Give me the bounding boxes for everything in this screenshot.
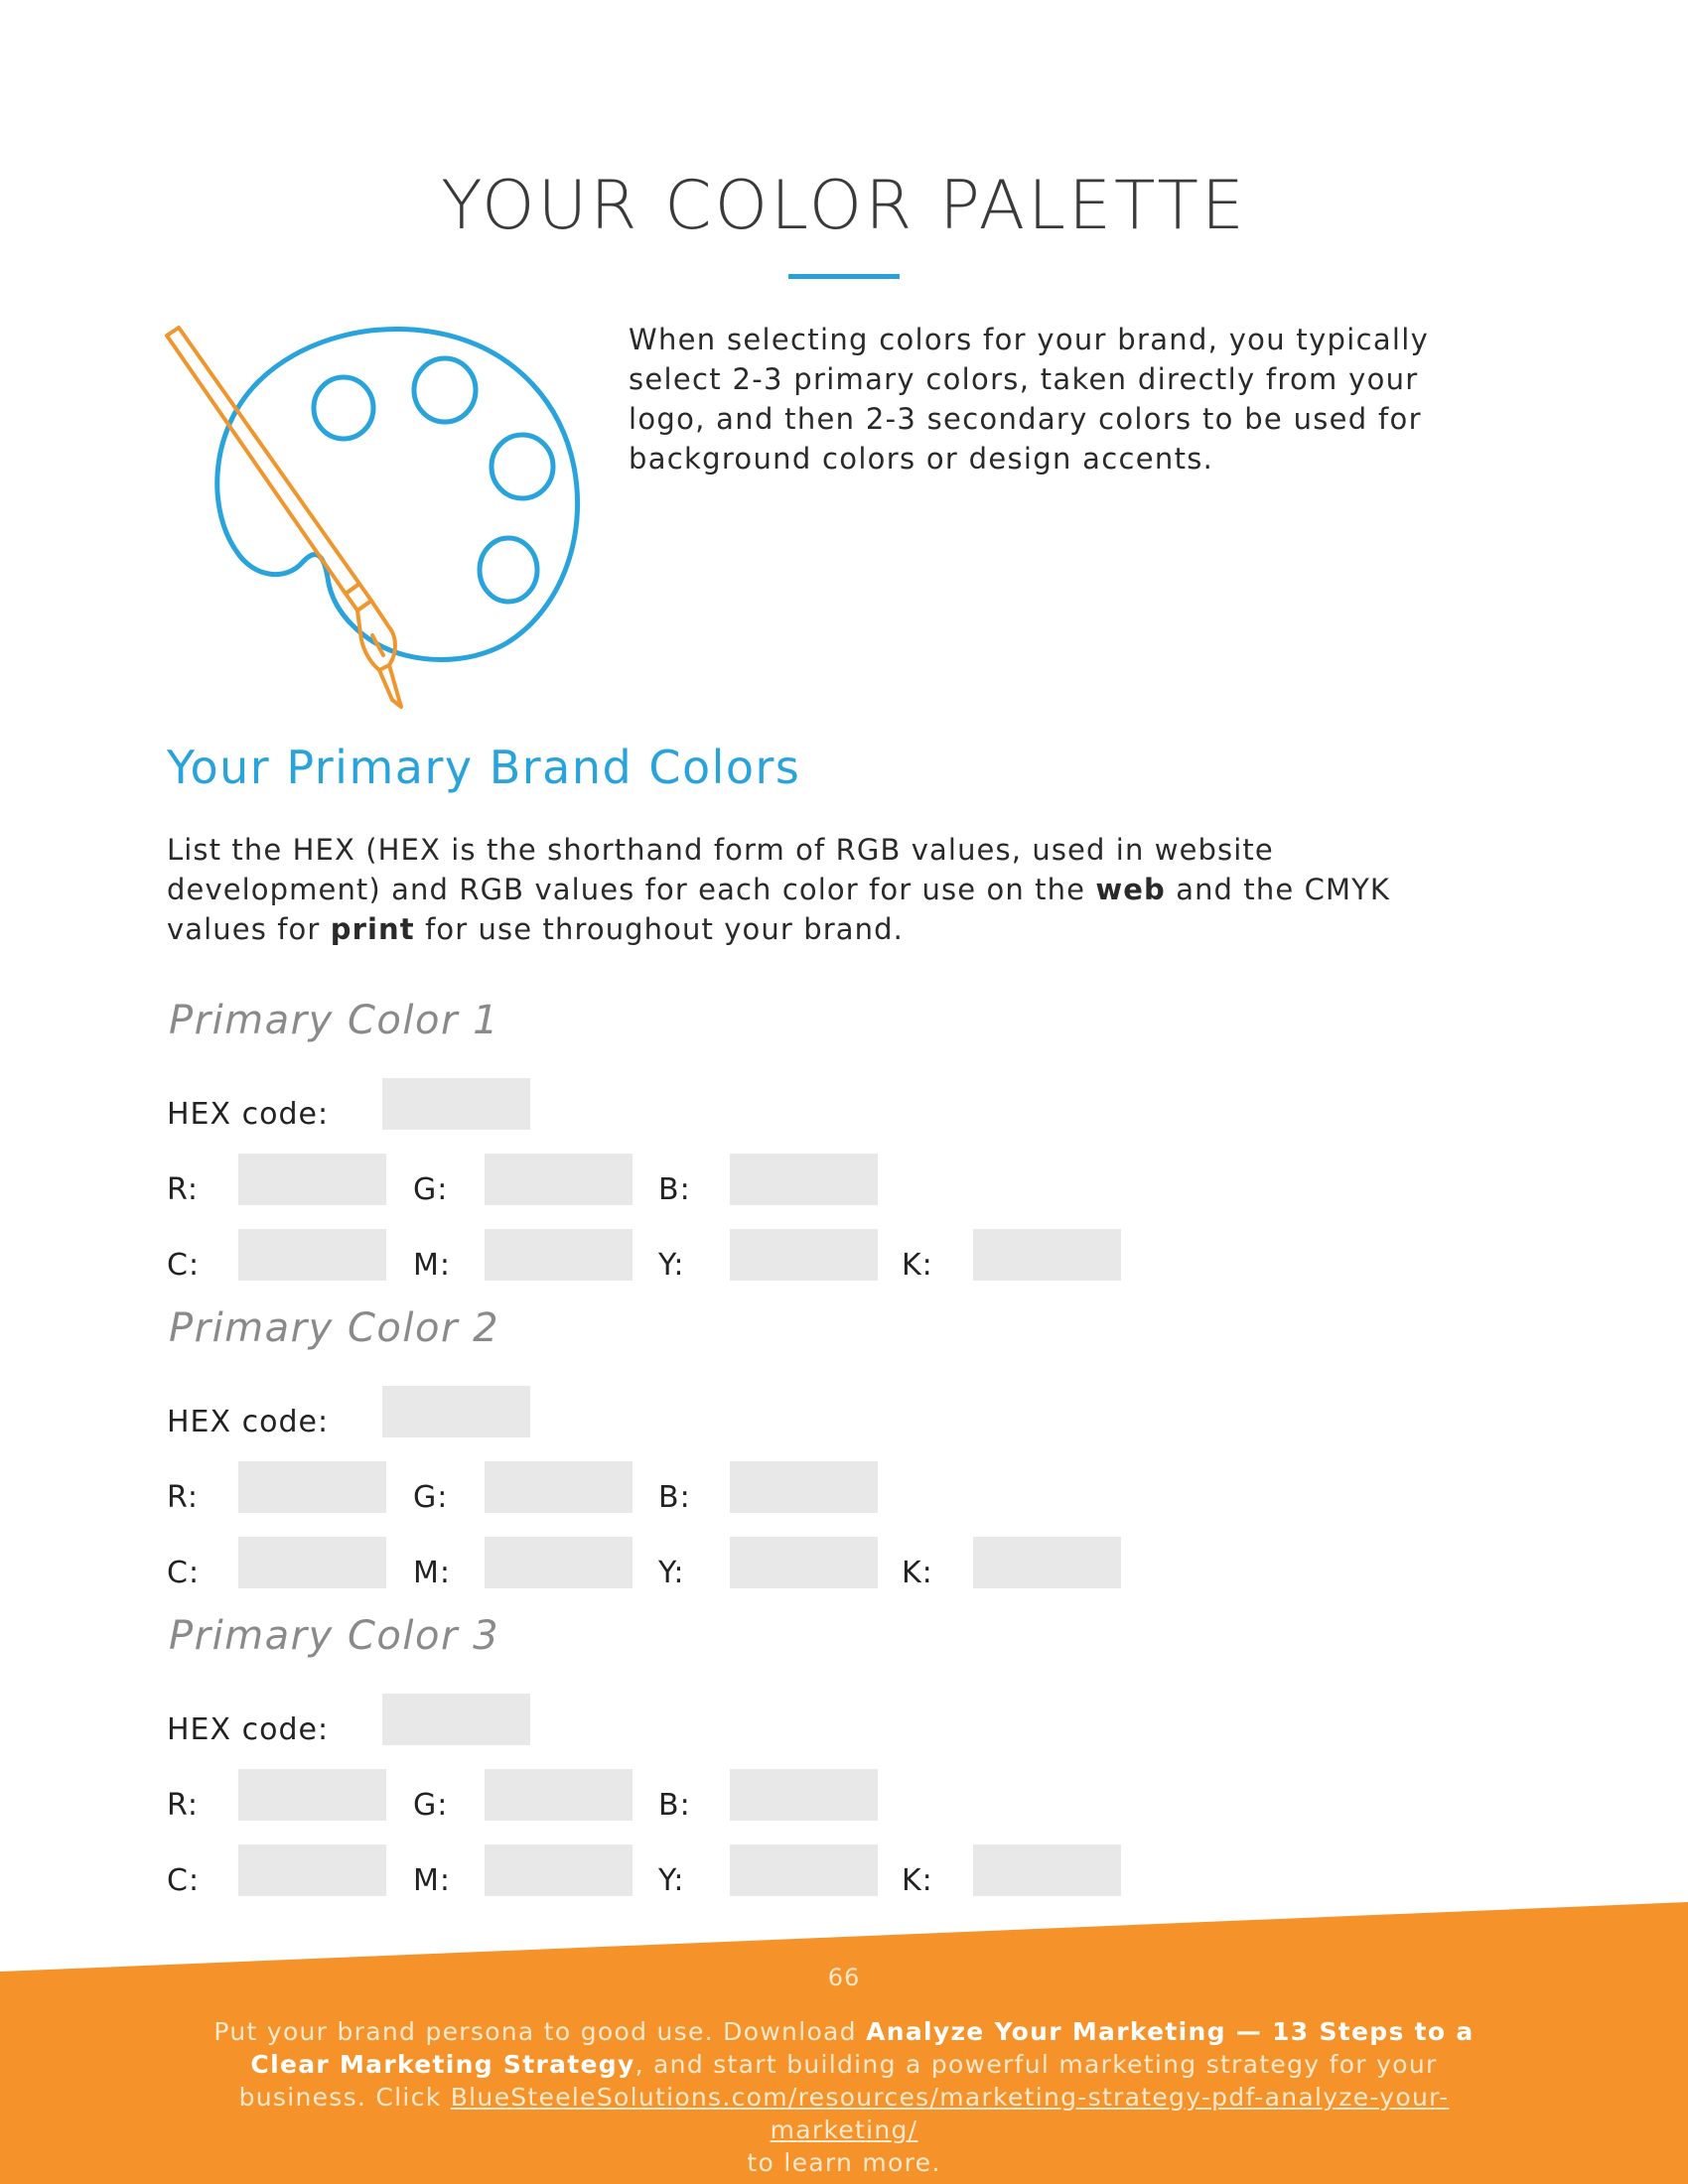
k-label: K: (902, 1556, 933, 1590)
intro-paragraph: When selecting colors for your brand, you typically select 2-3 primary colors, taken directly from your logo, and then 2-3 secondary colors to be used for background colors or design accents. (629, 323, 1430, 476)
r-input[interactable] (238, 1769, 386, 1821)
page-number: 66 (827, 1964, 861, 1991)
y-input[interactable] (730, 1229, 878, 1281)
r-label: R: (167, 1480, 200, 1515)
primary-color-block (0, 1613, 1688, 1921)
b-input[interactable] (730, 1154, 878, 1205)
hex-input[interactable] (382, 1694, 530, 1745)
section-description: List the HEX (HEX is the shorthand form of RGB values, used in website development) and RGB values for each color for use on the web and the CMYK values for print for use throughout your brand. (167, 833, 1390, 946)
b-input[interactable] (730, 1461, 878, 1513)
hex-label: HEX code: (167, 1097, 330, 1132)
c-label: C: (167, 1863, 201, 1898)
page-title: YOUR COLOR PALETTE (441, 167, 1247, 245)
k-label: K: (902, 1248, 933, 1283)
r-label: R: (167, 1788, 200, 1823)
r-input[interactable] (238, 1461, 386, 1513)
m-input[interactable] (485, 1537, 633, 1588)
resource-link[interactable]: BlueSteeleSolutions.com/resources/marketing-strategy-pdf-analyze-your-marketing/ (450, 2083, 1450, 2144)
c-input[interactable] (238, 1229, 386, 1281)
hex-label: HEX code: (167, 1405, 330, 1439)
hex-input[interactable] (382, 1078, 530, 1130)
hex-input[interactable] (382, 1386, 530, 1437)
y-input[interactable] (730, 1537, 878, 1588)
m-label: M: (413, 1556, 451, 1590)
k-label: K: (902, 1863, 933, 1898)
g-input[interactable] (485, 1154, 633, 1205)
m-input[interactable] (485, 1229, 633, 1281)
section-heading: Your Primary Brand Colors (167, 741, 801, 794)
g-label: G: (413, 1480, 449, 1515)
g-label: G: (413, 1172, 449, 1207)
b-label: B: (658, 1788, 691, 1823)
m-label: M: (413, 1863, 451, 1898)
r-label: R: (167, 1172, 200, 1207)
footer-text: Put your brand persona to good use. Download Analyze Your Marketing — 13 Steps to a Clear Marketing Strategy, and start building a powerful marketing strategy for your business. Click BlueSteeleSolutions.com/resources/marketing-strategy-pdf-analyze-your-marketing/ to learn more. (213, 2017, 1475, 2177)
y-label: Y: (658, 1248, 685, 1283)
ebook-title: Analyze Your Marketing — 13 Steps to a Clear Marketing Strategy (250, 2017, 1475, 2079)
y-label: Y: (658, 1556, 685, 1590)
primary-color-block (0, 998, 1688, 1305)
b-label: B: (658, 1480, 691, 1515)
g-input[interactable] (485, 1461, 633, 1513)
g-label: G: (413, 1788, 449, 1823)
web-emphasis: web (1095, 873, 1166, 906)
k-input[interactable] (973, 1229, 1121, 1281)
print-emphasis: print (330, 912, 415, 946)
c-label: C: (167, 1556, 201, 1590)
r-input[interactable] (238, 1154, 386, 1205)
color-block-title: Primary Color 3 (169, 1613, 500, 1659)
b-label: B: (658, 1172, 691, 1207)
b-input[interactable] (730, 1769, 878, 1821)
c-label: C: (167, 1248, 201, 1283)
color-block-title: Primary Color 1 (169, 998, 500, 1043)
g-input[interactable] (485, 1769, 633, 1821)
hex-label: HEX code: (167, 1712, 330, 1747)
c-input[interactable] (238, 1537, 386, 1588)
title-underline (788, 274, 900, 279)
y-label: Y: (658, 1863, 685, 1898)
k-input[interactable] (973, 1537, 1121, 1588)
m-label: M: (413, 1248, 451, 1283)
paint-palette-with-brush-icon (159, 318, 616, 715)
color-block-title: Primary Color 2 (169, 1305, 500, 1351)
primary-color-block (0, 1305, 1688, 1613)
